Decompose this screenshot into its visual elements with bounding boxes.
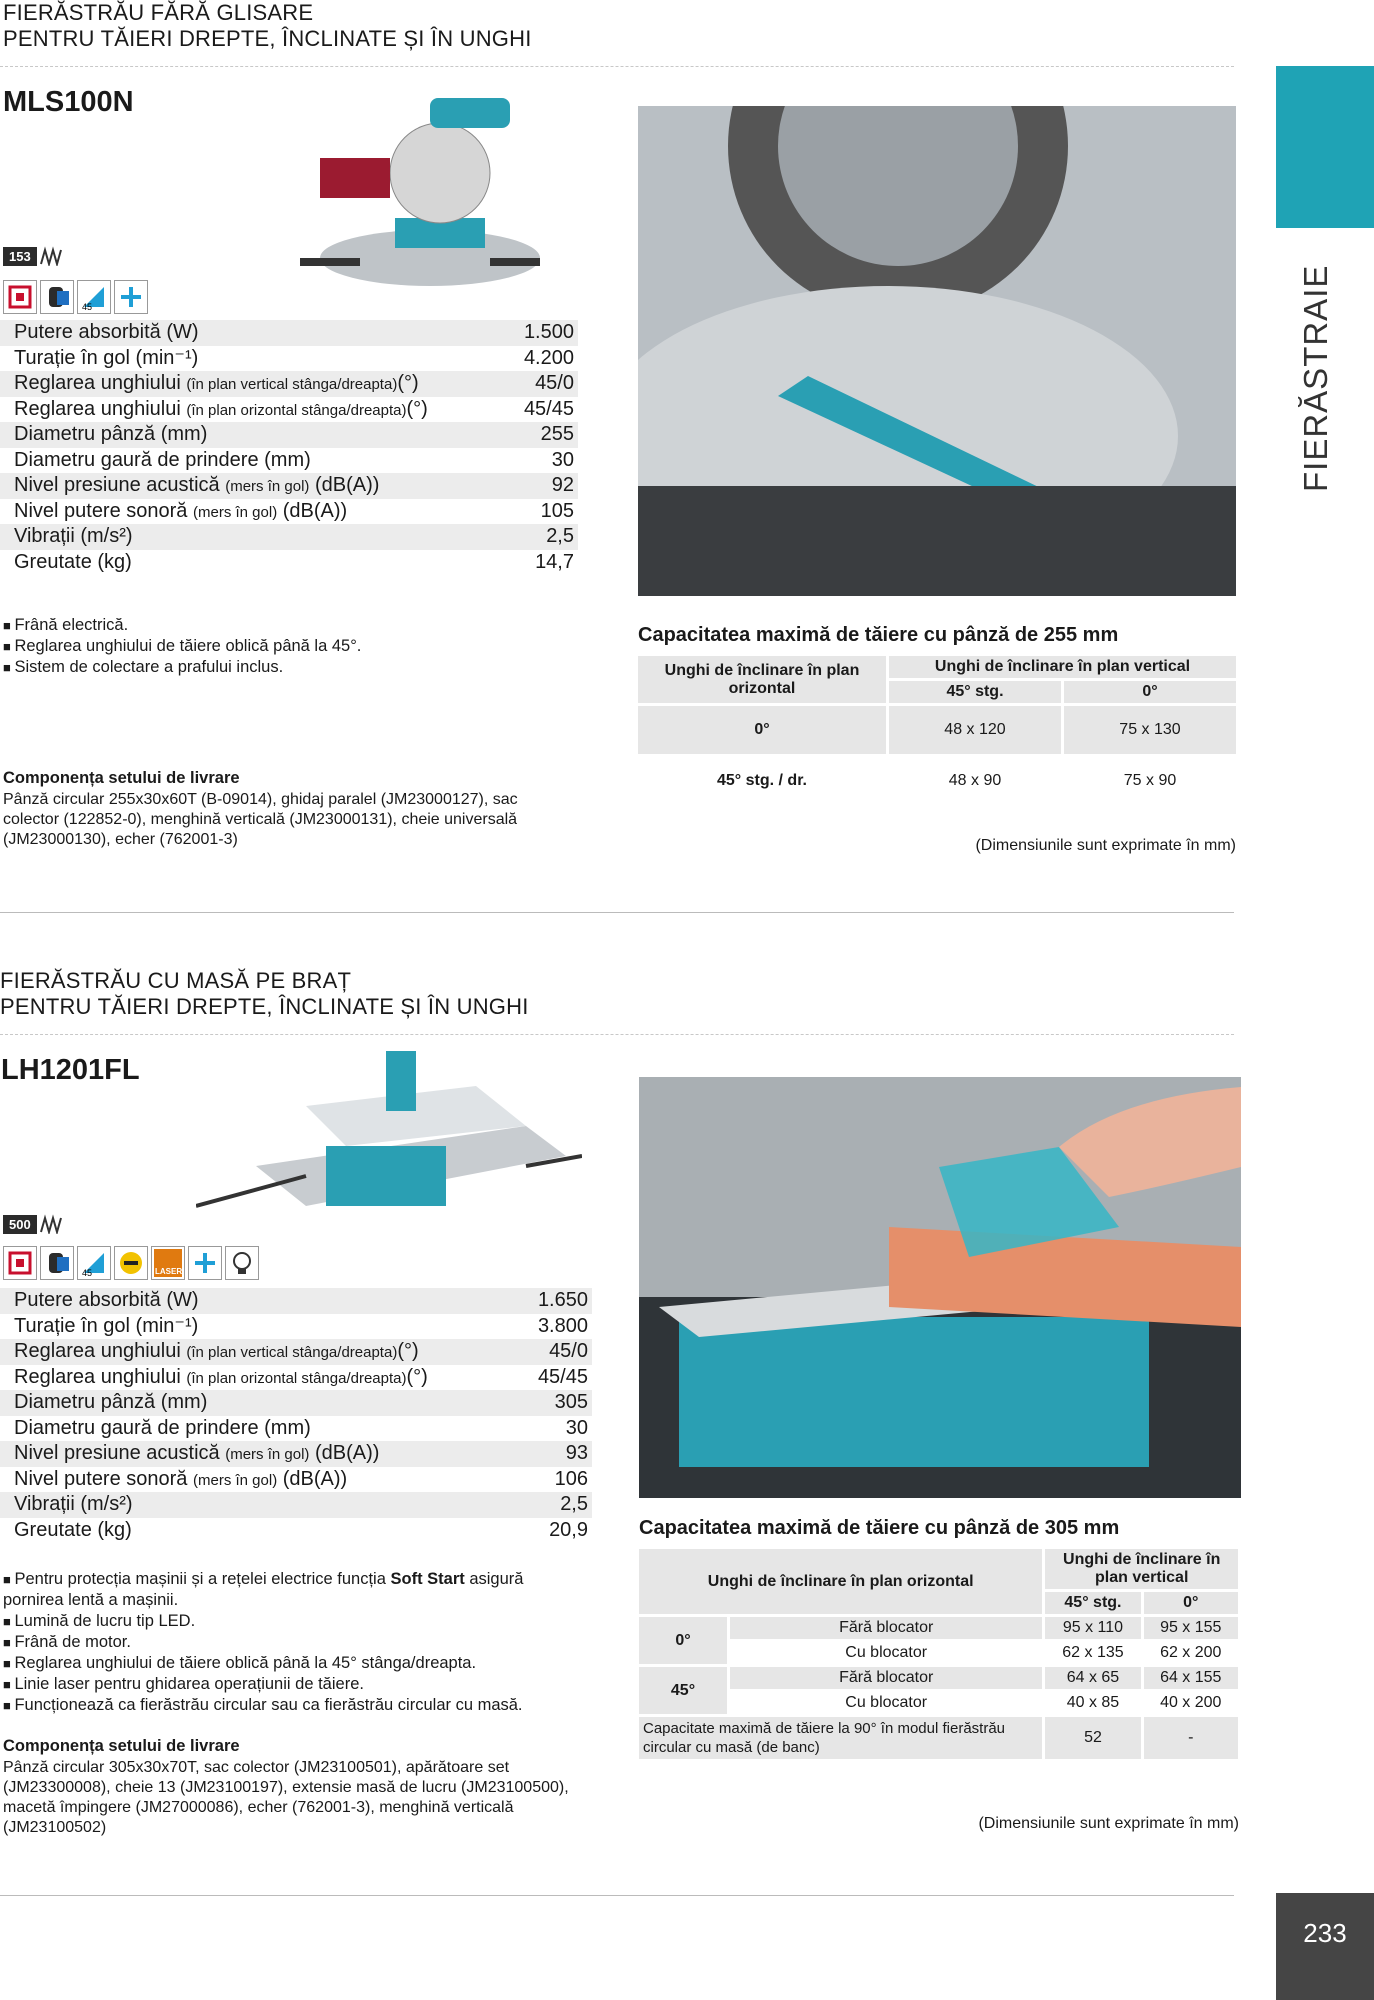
- feature-item: ■ Reglarea unghiului de tăiere oblică până la 45°.: [3, 636, 573, 657]
- cap-value: 64 x 155: [1144, 1667, 1238, 1689]
- product1-model: MLS100N: [3, 86, 134, 118]
- spec-row: [0, 1365, 592, 1391]
- soft-start-icon: [114, 1246, 148, 1280]
- spec-value: 45/0: [535, 372, 574, 394]
- cap-col-45: 45° stg.: [889, 681, 1061, 703]
- spec-value: 14,7: [535, 550, 574, 573]
- spec-sub: (mers în gol): [193, 1471, 278, 1489]
- spec-sub: (în plan orizontal stânga/dreapta): [186, 401, 407, 419]
- spec-value: 105: [540, 499, 574, 522]
- category-label: FIERĂSTRAIE: [1297, 264, 1334, 492]
- electric-brake-icon: [3, 280, 37, 314]
- spec-row: [0, 499, 578, 525]
- cap-value: -: [1144, 1717, 1238, 1759]
- product2-section-title: [0, 968, 529, 1020]
- spec-value: 93: [565, 1442, 588, 1464]
- spec-value: 30: [565, 1416, 588, 1439]
- feature-item: ■ Sistem de colectare a prafului inclus.: [3, 657, 573, 678]
- spec-value: 45/45: [537, 1365, 588, 1388]
- feature-item: ■ Lumină de lucru tip LED.: [3, 1611, 573, 1632]
- spec-sub: (în plan vertical stânga/dreapta): [186, 376, 398, 393]
- product2-cap-note: (Dimensiunile sunt exprimate în mm): [978, 1815, 1239, 1832]
- product2-photo: [639, 1077, 1241, 1498]
- cap-value: 64 x 65: [1045, 1667, 1140, 1689]
- spec-value: 4.200: [523, 346, 574, 369]
- spec-unit: (°): [406, 397, 428, 420]
- cap-angle: 0°: [639, 1617, 727, 1664]
- spec-label: Nivel presiune acustică: [14, 1442, 220, 1464]
- feature-item: ■ Frână de motor.: [3, 1632, 573, 1653]
- feature-item: ■ Funcționează ca fierăstrău circular sau ca fierăstrău circular cu masă.: [3, 1695, 573, 1716]
- category-tab: [1276, 66, 1374, 228]
- spec-label: Nivel presiune acustică: [14, 474, 220, 496]
- spec-label: Putere absorbită (W): [14, 321, 199, 343]
- product2-components-text: Pânză circular 305x30x70T, sac colector (JM23100501), apărătoare set (JM23300008), cheie 13 (JM23100197), extensie masă de lucru (JM23100500), macetă împingere (JM27000086), echer (762001-3), menghină verticală (JM23100502): [3, 1759, 569, 1836]
- product2-feature-icons: [3, 1246, 259, 1280]
- spec-sub: (în plan orizontal stânga/dreapta): [186, 1369, 407, 1387]
- spec-value: 2,5: [560, 1493, 588, 1515]
- cap-value: 95 x 110: [1045, 1617, 1140, 1639]
- product2-model: LH1201FL: [1, 1054, 140, 1086]
- spec-label: Greutate (kg): [14, 550, 132, 573]
- feature-item: ■ Linie laser pentru ghidarea operațiunii de tăiere.: [3, 1674, 573, 1695]
- spec-label: Diametru gaură de prindere (mm): [14, 448, 311, 471]
- cap-col-45: 45° stg.: [1045, 1592, 1140, 1614]
- product1-badge: [3, 246, 62, 266]
- spec-value: 45/0: [549, 1340, 588, 1362]
- spec-unit: (dB(A)): [314, 474, 380, 496]
- product1-capacity-title: Capacitatea maximă de tăiere cu pânză de 255 mm: [638, 624, 1119, 646]
- product1-photo: [638, 106, 1236, 596]
- product2-capacity-title: Capacitatea maximă de tăiere cu pânză de 305 mm: [639, 1517, 1120, 1539]
- spec-label: Diametru pânză (mm): [14, 1391, 208, 1413]
- spec-label: Vibrații (m/s²): [14, 525, 133, 547]
- spec-label: Turație în gol (min⁻¹): [14, 1314, 199, 1337]
- product1-section-title: [3, 0, 532, 52]
- spec-label: Vibrații (m/s²): [14, 1493, 133, 1515]
- bevel-45-icon: [77, 280, 111, 314]
- spec-unit: (°): [397, 1340, 419, 1362]
- spec-label: Reglarea unghiului: [14, 397, 181, 420]
- spec-unit: (°): [397, 372, 419, 394]
- feature-bold: Soft Start: [390, 1570, 465, 1588]
- spec-row: [0, 448, 578, 474]
- divider: [0, 1034, 1234, 1035]
- cap-value: 52: [1045, 1717, 1140, 1759]
- dust-extraction-icon: [114, 280, 148, 314]
- product1-cap-note: (Dimensiunile sunt exprimate în mm): [975, 837, 1236, 854]
- product1-components-title: Componența setului de livrare: [3, 769, 240, 787]
- cap-lock: Fără blocator: [730, 1617, 1042, 1639]
- feature-item: [3, 1569, 573, 1611]
- product2-title-line2: PENTRU TĂIERI DREPTE, ÎNCLINATE ȘI ÎN UNGHI: [0, 994, 529, 1019]
- spec-label: Diametru pânză (mm): [14, 423, 208, 445]
- product1-specs-table: [0, 320, 578, 575]
- product2-specs-table: [0, 1288, 592, 1543]
- glove-icon: [40, 1246, 74, 1280]
- cap-header-horizontal: Unghi de înclinare în plan orizontal: [639, 1549, 1042, 1614]
- spec-label: Diametru gaură de prindere (mm): [14, 1416, 311, 1439]
- spec-row: [0, 1492, 592, 1518]
- laser-label: LASER: [155, 1267, 183, 1276]
- cap-value: 48 x 120: [889, 706, 1061, 754]
- spec-row: [0, 1390, 592, 1416]
- divider: [0, 66, 1234, 67]
- section-divider: [0, 1895, 1234, 1896]
- spec-value: 2,5: [546, 525, 574, 547]
- cap-value: 40 x 200: [1160, 1694, 1222, 1711]
- spec-row: [0, 397, 578, 423]
- product2-title-line1: FIERĂSTRĂU CU MASĂ PE BRAȚ: [0, 968, 352, 993]
- product1-capacity-table: [635, 653, 1239, 808]
- spec-row: [0, 1288, 592, 1314]
- product1-tool-image: [280, 88, 570, 303]
- spec-row: [0, 422, 578, 448]
- product1-features: [3, 615, 573, 678]
- spec-unit: (dB(A)): [282, 1467, 348, 1490]
- spec-row: [0, 320, 578, 346]
- dust-extraction-icon: [188, 1246, 222, 1280]
- cap-header-horizontal: Unghi de înclinare în plan orizontal: [638, 656, 886, 703]
- spec-row: [0, 1441, 592, 1467]
- spec-label: Nivel putere sonoră: [14, 499, 188, 522]
- spec-row: [0, 1467, 592, 1493]
- blade-teeth-icon: [40, 1214, 62, 1234]
- glove-icon: [40, 280, 74, 314]
- cap-value: 75 x 90: [1123, 772, 1177, 789]
- product2-tool-image: [196, 1046, 582, 1256]
- spec-value: 106: [554, 1467, 588, 1490]
- laser-icon: [151, 1246, 185, 1280]
- spec-row: [0, 524, 578, 550]
- electric-brake-icon: [3, 1246, 37, 1280]
- product1-title-line1: FIERĂSTRĂU FĂRĂ GLISARE: [3, 0, 314, 25]
- spec-value: 92: [551, 474, 574, 496]
- spec-row: [0, 1314, 592, 1340]
- product1-title-line2: PENTRU TĂIERI DREPTE, ÎNCLINATE ȘI ÎN UNGHI: [3, 26, 532, 51]
- product2-capacity-table: [636, 1546, 1241, 1762]
- product2-badge: [3, 1214, 62, 1234]
- page-number: 233: [1276, 1893, 1374, 2000]
- spec-row: [0, 346, 578, 372]
- spec-label: Putere absorbită (W): [14, 1289, 199, 1311]
- table-saw-in-use-image: [639, 1077, 1241, 1498]
- feature-text: Pentru protecția mașinii și a rețelei electrice funcția: [14, 1570, 391, 1588]
- spec-value: 1.650: [537, 1289, 588, 1311]
- section-divider: [0, 912, 1234, 913]
- cap-lock: Fără blocator: [730, 1667, 1042, 1689]
- cap-angle: 0°: [638, 706, 886, 754]
- cap-value: 40 x 85: [1066, 1694, 1120, 1711]
- cap-table-mode-label: Capacitate maximă de tăiere la 90° în modul fierăstrău circular cu masă (de banc): [639, 1717, 1042, 1759]
- feature-item: ■ Frână electrică.: [3, 615, 573, 636]
- spec-sub: (mers în gol): [225, 478, 310, 495]
- spec-value: 30: [551, 448, 574, 471]
- feature-item: ■ Reglarea unghiului de tăiere oblică până la 45° stânga/dreapta.: [3, 1653, 573, 1674]
- spec-value: 255: [540, 423, 574, 445]
- spec-label: Nivel putere sonoră: [14, 1467, 188, 1490]
- cap-lock: Cu blocator: [845, 1644, 928, 1661]
- spec-sub: (mers în gol): [193, 503, 278, 521]
- product2-features: [3, 1569, 573, 1716]
- spec-label: Reglarea unghiului: [14, 372, 181, 394]
- cap-value: 75 x 130: [1064, 706, 1236, 754]
- spec-unit: (dB(A)): [314, 1442, 380, 1464]
- product1-feature-icons: [3, 280, 148, 314]
- spec-sub: (în plan vertical stânga/dreapta): [186, 1344, 398, 1361]
- saw-blade-closeup-image: [638, 106, 1236, 596]
- spec-row: [0, 473, 578, 499]
- cap-header-vertical: Unghi de înclinare în plan vertical: [889, 656, 1236, 678]
- product2-components-title: Componența setului de livrare: [3, 1737, 240, 1755]
- spec-value: 1.500: [523, 321, 574, 343]
- svg-text:45: 45: [82, 302, 93, 311]
- cap-col-0: 0°: [1064, 681, 1236, 703]
- product2-blade-teeth-badge: 500: [3, 1215, 37, 1234]
- blade-teeth-icon: [40, 246, 62, 266]
- spec-row: [0, 550, 578, 576]
- spec-unit: (°): [406, 1365, 428, 1388]
- spec-row: [0, 371, 578, 397]
- product1-blade-teeth-badge: 153: [3, 247, 37, 266]
- cap-header-vertical: Unghi de înclinare în plan vertical: [1045, 1549, 1238, 1589]
- spec-row: [0, 1518, 592, 1544]
- spec-value: 305: [554, 1391, 588, 1413]
- cap-value: 95 x 155: [1144, 1617, 1238, 1639]
- led-light-icon: [225, 1246, 259, 1280]
- spec-label: Turație în gol (min⁻¹): [14, 346, 199, 369]
- cap-value: 62 x 200: [1160, 1644, 1222, 1661]
- spec-label: Reglarea unghiului: [14, 1365, 181, 1388]
- cap-angle: 45° stg. / dr.: [717, 772, 807, 789]
- cap-angle: 45°: [639, 1667, 727, 1714]
- spec-label: Greutate (kg): [14, 1518, 132, 1541]
- spec-value: 45/45: [523, 397, 574, 420]
- spec-value: 20,9: [549, 1518, 588, 1541]
- bevel-45-icon: [77, 1246, 111, 1280]
- spec-row: [0, 1416, 592, 1442]
- spec-row: [0, 1339, 592, 1365]
- cap-value: 48 x 90: [948, 772, 1002, 789]
- cap-value: 62 x 135: [1062, 1644, 1124, 1661]
- cap-lock: Cu blocator: [845, 1694, 928, 1711]
- svg-text:45: 45: [82, 1268, 93, 1277]
- feature-text: asigură pornirea lentă a mașinii.: [3, 1570, 524, 1609]
- spec-unit: (dB(A)): [282, 499, 348, 522]
- cap-col-0: 0°: [1144, 1592, 1238, 1614]
- spec-label: Reglarea unghiului: [14, 1340, 181, 1362]
- product1-components-text: Pânză circular 255x30x60T (B-09014), ghidaj paralel (JM23000127), sac colector (122852-0), menghină verticală (JM23000131), cheie universală (JM23000130), echer (762001-3): [3, 791, 518, 848]
- spec-value: 3.800: [537, 1314, 588, 1337]
- spec-sub: (mers în gol): [225, 1446, 310, 1463]
